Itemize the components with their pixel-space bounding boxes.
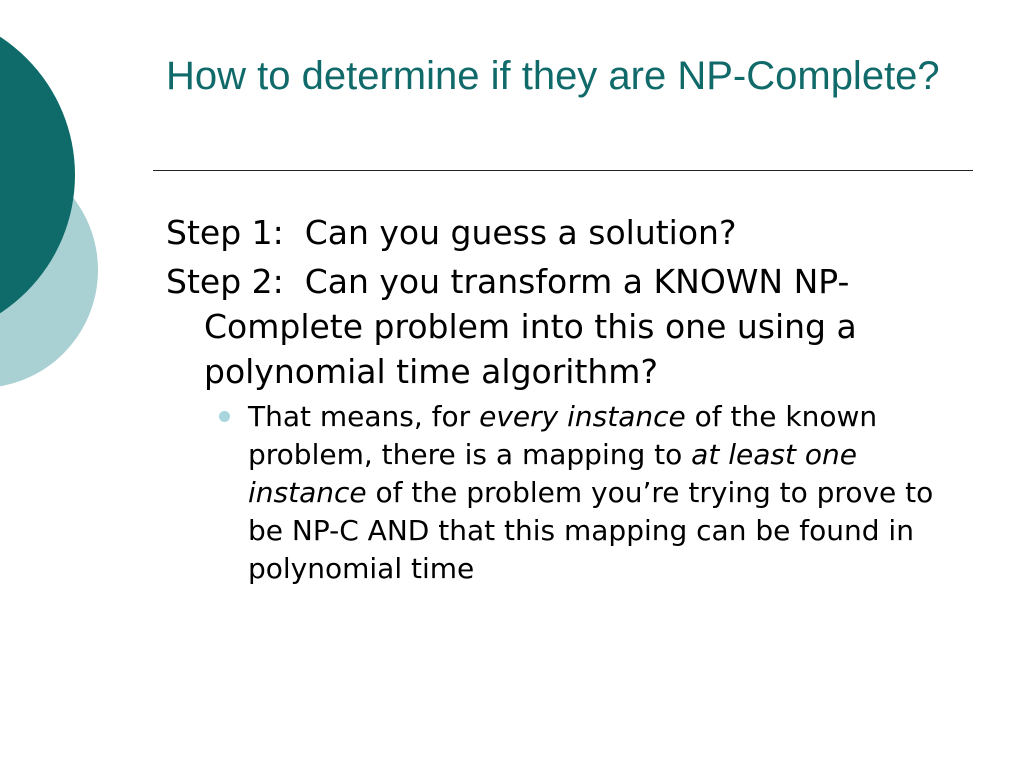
- slide-title: How to determine if they are NP-Complete?: [166, 54, 940, 98]
- slide-body: [166, 208, 966, 588]
- sub-bullet-text-1: That means, for: [248, 400, 480, 433]
- bullet-dot-icon: [219, 411, 230, 422]
- sub-bullet: [248, 398, 948, 588]
- title-divider: [153, 170, 973, 171]
- step-1-text: Step 1: Can you guess a solution?: [166, 213, 737, 252]
- sub-bullet-text-3: of the problem you’re trying to prove to be NP-C AND that this mapping can be found in polynomial time: [248, 476, 934, 585]
- sub-bullet-italic-at-least-one: at least one instance: [248, 438, 857, 509]
- sub-bullet-text-2: of the known problem, there is a mapping to: [248, 400, 878, 471]
- step-2-text: Step 2: Can you transform a KNOWN NP-Complete problem into this one using a polynomial time algorithm?: [166, 262, 868, 391]
- decorative-circles: [0, 0, 110, 420]
- sub-bullet-italic-every-instance: every instance: [479, 400, 686, 433]
